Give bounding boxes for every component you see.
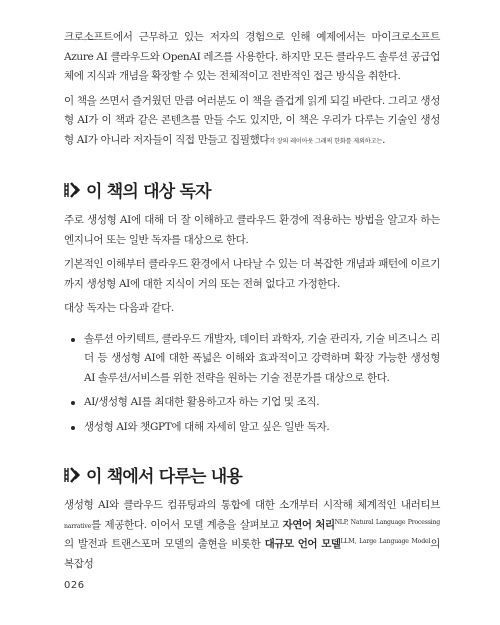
- list-item-text: AI/생성형 AI를 최대한 활용하고자 하는 기업 및 조직.: [84, 396, 320, 408]
- footnote-narrative: narrative: [64, 522, 92, 530]
- text-run: 생성형 AI와 클라우드 컴퓨팅과의 통합에 대한 소개부터 시작해 체계적인 내러티브: [64, 499, 440, 511]
- text-run: 의 복잡성: [64, 538, 440, 570]
- list-item: [84, 393, 440, 413]
- section1-paragraph-1: 주로 생성형 AI에 대해 더 잘 이해하고 클라우드 환경에 적용하는 방법을 알고자 하는 엔지니어 또는 일반 독자를 대상으로 한다.: [64, 214, 440, 246]
- footnote-llm: LLM, Large Language Model: [340, 538, 431, 545]
- section-heading-target-readers: [64, 177, 440, 202]
- bullet-dot-icon: [71, 338, 75, 342]
- page-number: 026: [64, 580, 85, 591]
- list-item: [84, 330, 440, 389]
- text-run: 의 발전과 트랜스포머 모델의 출현을 비롯한: [64, 538, 265, 550]
- list-item-text: 솔루션 아키텍트, 클라우드 개발자, 데이터 과학자, 기술 관리자, 기술 비즈니스 리더 등 생성형 AI에 대한 폭넓은 이해와 효과적이고 강력하며 확장 가능한 생성형 AI 솔루션/서비스를 위한 전략을 원하는 기술 전문가를 대상으로 한다.: [84, 332, 440, 384]
- section-title: 이 책에서 다루는 내용: [86, 467, 242, 487]
- intro-paragraph-2-end: .: [382, 133, 386, 146]
- target-reader-list: [64, 330, 440, 438]
- bullet-dot-icon: [71, 401, 75, 405]
- intro-paragraph-2-text: 이 책을 쓰면서 즐거웠던 만큼 여러분도 이 책을 즐겁게 읽게 되길 바란다. 그리고 생성형 AI가 이 책과 같은 콘텐츠를 만들 수도 있지만, 이 책은 우리가 다루는 기술인 생성형 AI가 아니라 저자들이 직접 만들고 집필했다: [64, 94, 440, 146]
- heading-ornament-icon: [64, 466, 82, 484]
- section1-paragraph-2: 기본적인 이해부터 클라우드 환경에서 나타날 수 있는 더 복잡한 개념과 패턴에 이르기까지 생성형 AI에 대한 지식이 거의 또는 전혀 없다고 가정한다.: [64, 258, 440, 290]
- text-run: 를 제공한다. 이어서 모델 계층을 살펴보고: [91, 518, 283, 531]
- list-item-text: 생성형 AI와 챗GPT에 대해 자세히 알고 싶은 일반 독자.: [84, 420, 330, 433]
- heading-ornament-icon: [64, 181, 82, 199]
- bullet-dot-icon: [71, 426, 75, 430]
- intro-paragraph-1: 크로소프트에서 근무하고 있는 저자의 경험으로 인해 예제에서는 마이크로소프트 Azure AI 클라우드와 OpenAI 레즈를 사용한다. 하지만 모든 클라우드 솔루션 공급업체에 지식과 개념을 확장할 수 있는 전체적이고 전반적인 접근 방식을 취한다.: [64, 31, 440, 82]
- intro-footnote: 각 장의 레이아웃 그래픽 한화를 제외하고는: [269, 137, 383, 145]
- intro-paragraph-2: [64, 92, 440, 151]
- footnote-nlp: NLP, Natural Language Processing: [334, 518, 440, 526]
- term-llm: 대규모 언어 모델: [264, 538, 341, 550]
- section-title: 이 책의 대상 독자: [86, 182, 211, 202]
- section2-paragraph-1: [64, 496, 440, 574]
- term-nlp: 자연어 처리: [282, 518, 335, 531]
- section1-paragraph-3: 대상 독자는 다음과 같다.: [64, 302, 174, 314]
- section-heading-contents: [64, 462, 440, 487]
- page-content: [64, 28, 440, 574]
- list-item: [84, 418, 440, 438]
